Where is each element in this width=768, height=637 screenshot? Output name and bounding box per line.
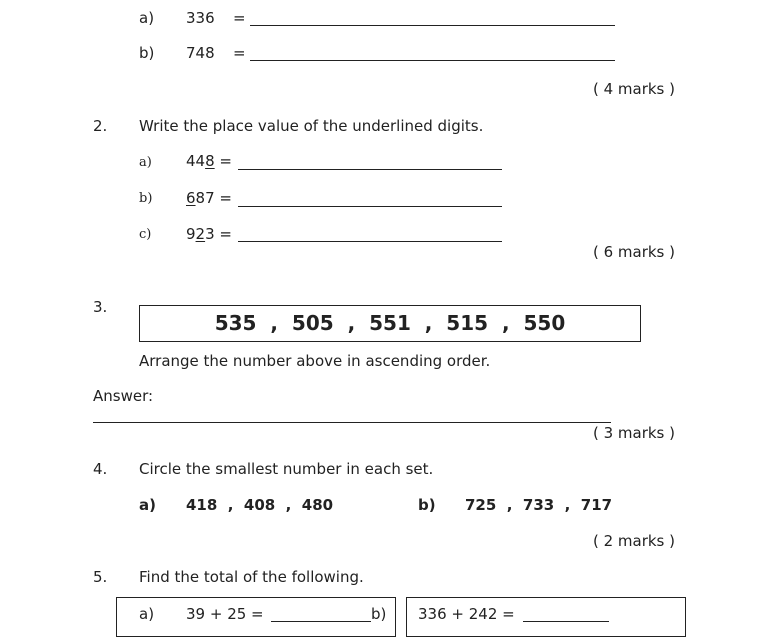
q3-answer-line[interactable] (93, 422, 611, 423)
q2-text: Write the place value of the underlined digits. (139, 117, 484, 135)
q1a-number: 336 (186, 9, 215, 27)
q4-text: Circle the smallest number in each set. (139, 460, 434, 478)
q2a-number: 448 = (186, 152, 232, 170)
q5b-label: b) (371, 605, 387, 623)
q2c-answer-line[interactable] (238, 241, 502, 242)
q4a-set[interactable]: 418 , 408 , 480 (186, 496, 334, 514)
q1a-equals: = (233, 9, 246, 27)
q2a-label: a) (139, 155, 152, 170)
q4b-set[interactable]: 725 , 733 , 717 (465, 496, 613, 514)
q2c-label: c) (139, 227, 152, 242)
q2b-number: 687 = (186, 189, 232, 207)
q3-number-box (139, 305, 641, 342)
q3-text: Arrange the number above in ascending order. (139, 352, 491, 370)
q1a-label: a) (139, 9, 155, 27)
q4a-label: a) (139, 496, 156, 514)
q3-answer-label: Answer: (93, 387, 154, 405)
q4b-label: b) (418, 496, 436, 514)
q1a-answer-line[interactable] (250, 25, 615, 26)
q5-number: 5. (93, 568, 108, 586)
q5b-answer-line[interactable] (523, 621, 609, 622)
q3-numbers: 535 , 505 , 551 , 515 , 550 (214, 311, 566, 335)
q5-text: Find the total of the following. (139, 568, 364, 586)
q5b-expression: 336 + 242 = (418, 605, 515, 623)
q1b-equals: = (233, 44, 246, 62)
q1b-number: 748 (186, 44, 215, 62)
q3-number: 3. (93, 298, 108, 316)
q2a-answer-line[interactable] (238, 169, 502, 170)
q2b-answer-line[interactable] (238, 206, 502, 207)
q2c-number: 923 = (186, 225, 232, 243)
q5a-expression: 39 + 25 = (186, 605, 264, 623)
q5a-label: a) (139, 605, 155, 623)
q3-marks: ( 3 marks ) (592, 424, 675, 442)
q1b-label: b) (139, 44, 155, 62)
q1b-answer-line[interactable] (250, 60, 615, 61)
q1-marks: ( 4 marks ) (592, 80, 675, 98)
q4-number: 4. (93, 460, 108, 478)
q2-marks: ( 6 marks ) (592, 243, 675, 261)
q2-number: 2. (93, 117, 108, 135)
q2b-label: b) (139, 191, 153, 206)
q4-marks: ( 2 marks ) (592, 532, 675, 550)
q5a-answer-line[interactable] (271, 621, 371, 622)
